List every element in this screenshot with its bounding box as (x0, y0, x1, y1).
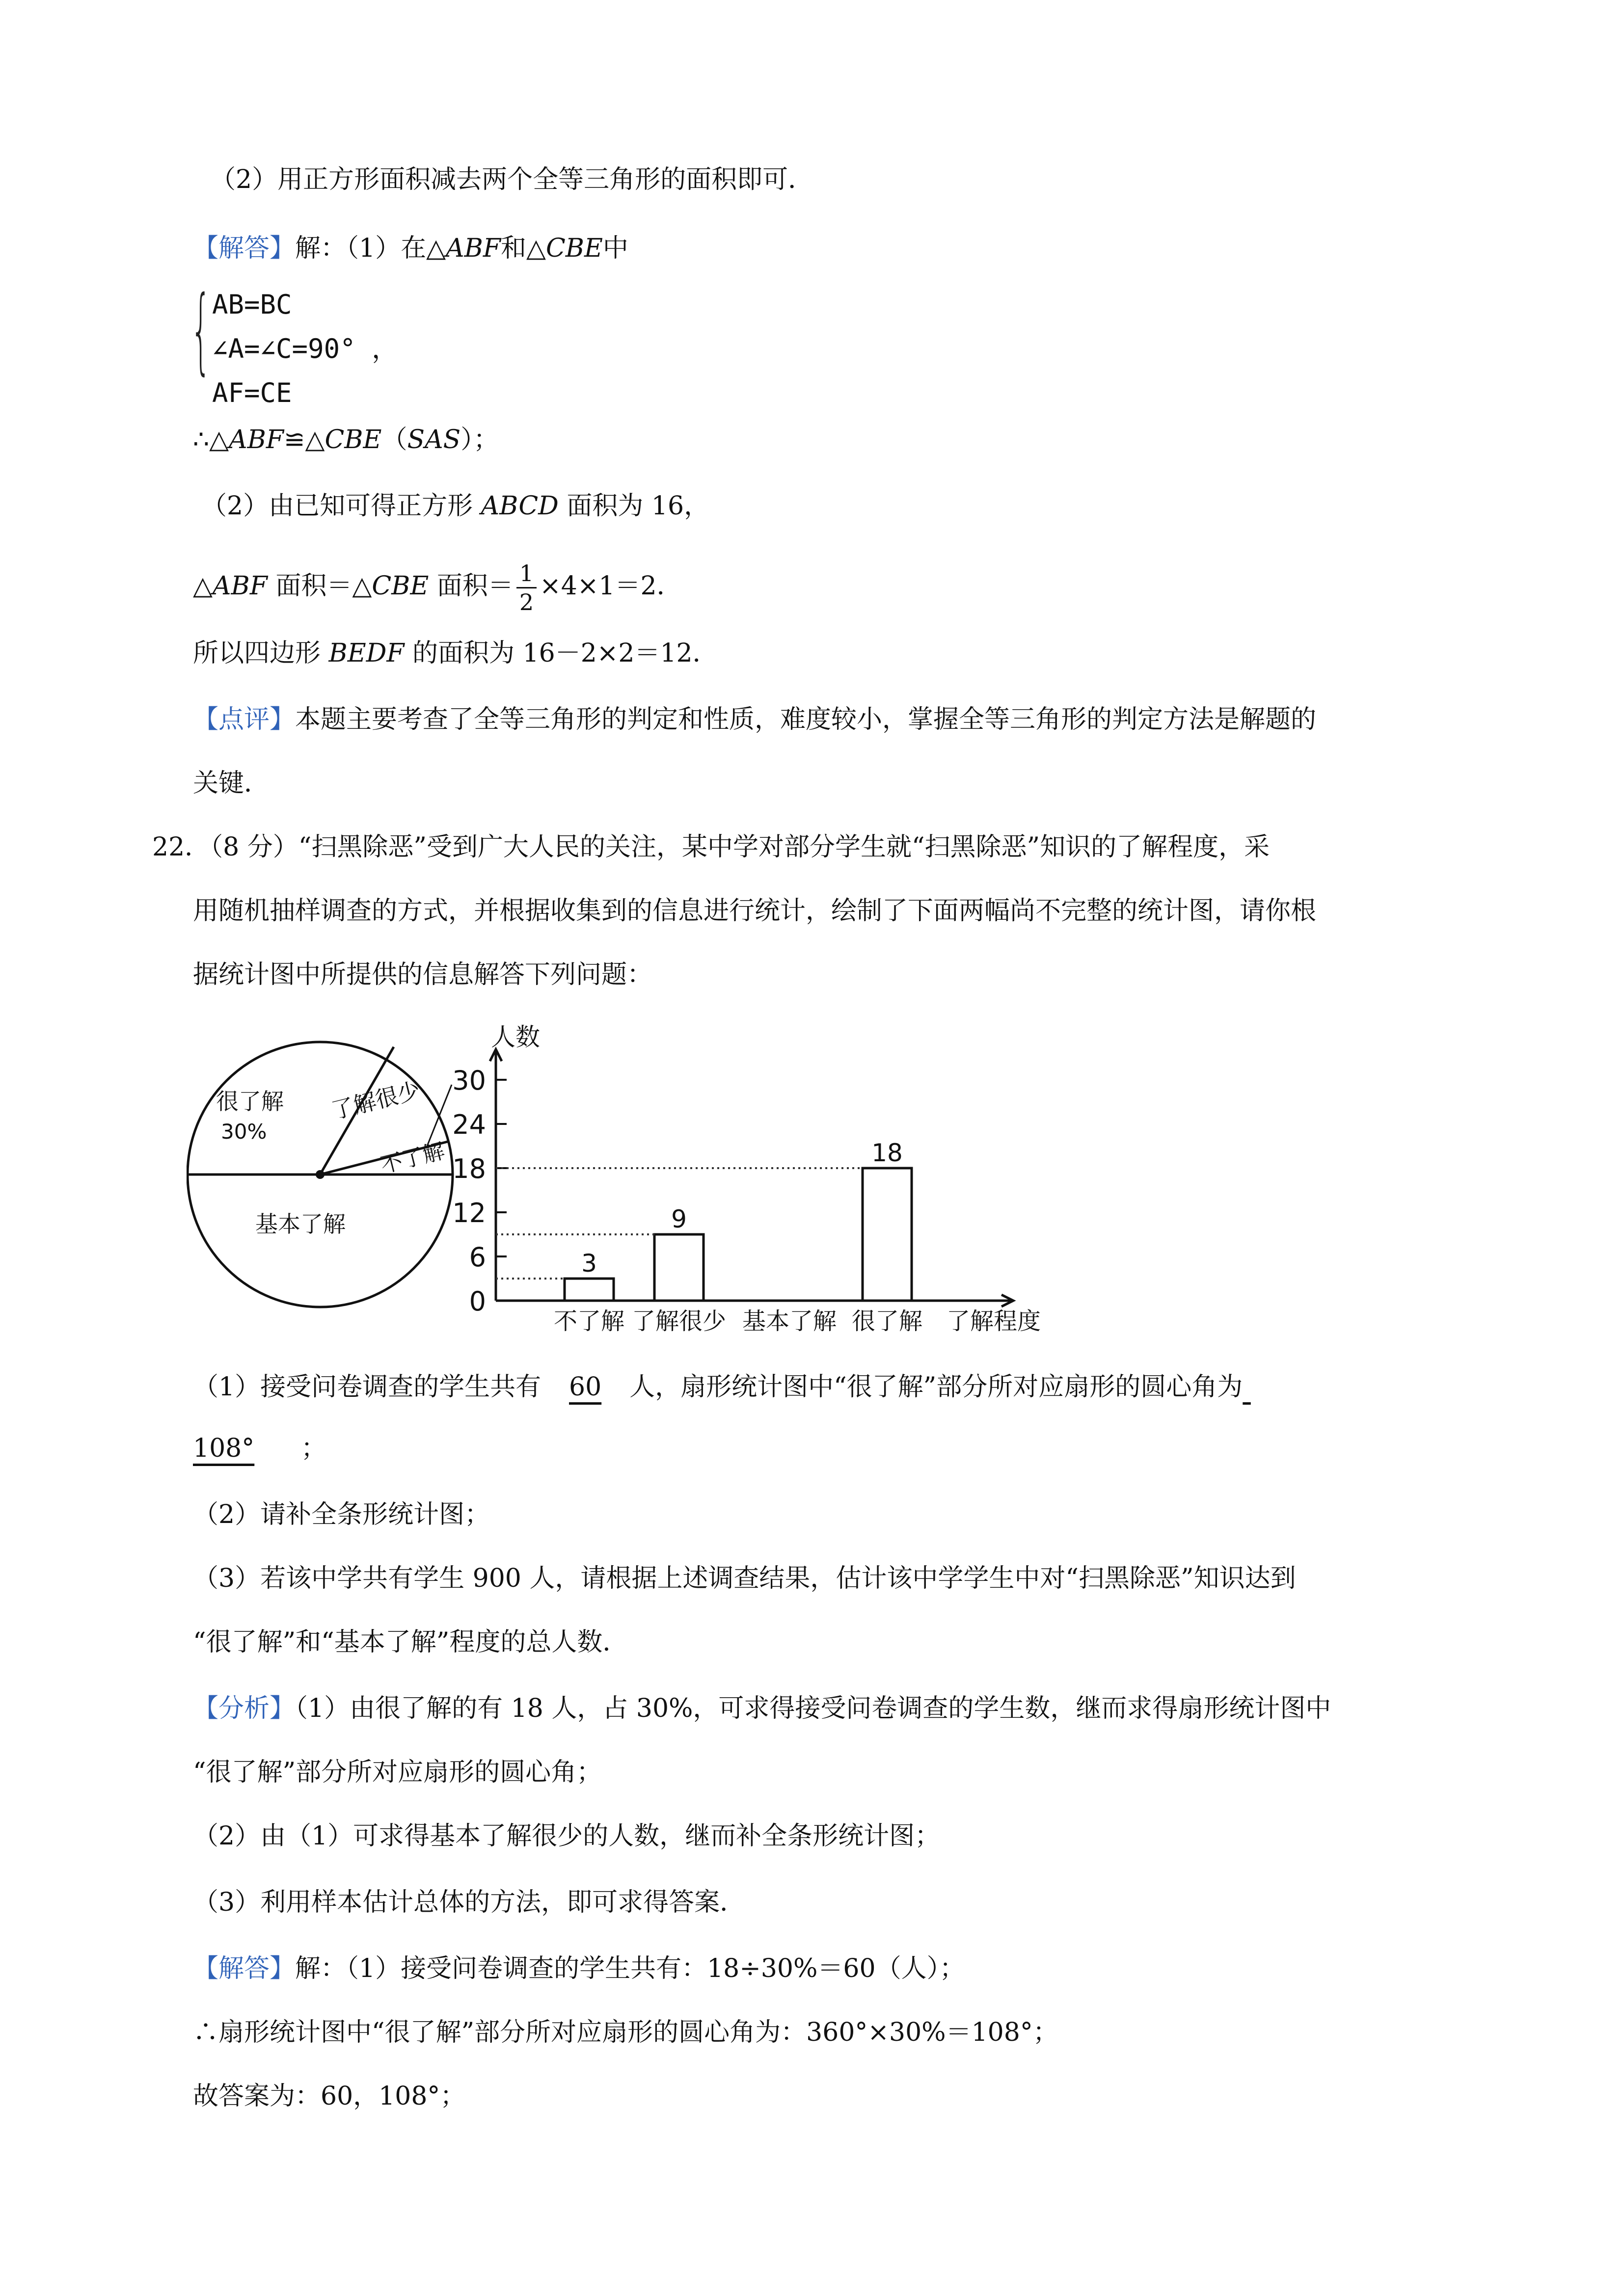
text-line: ∴△ABF≌△CBE（SAS）； (193, 425, 499, 454)
condition-row: AF=CE (212, 377, 292, 408)
question-line: 22．（8 分）“扫黑除恶”受到广大人民的关注，某中学对部分学生就“扫黑除恶”知识的了解程度，采 (152, 832, 1270, 862)
text-line: （2）用正方形面积减去两个全等三角形的面积即可． (210, 165, 814, 194)
y-tick-label: 30 (452, 1065, 486, 1096)
brace-symbol: { (190, 276, 212, 384)
x-tick-label: 基本了解 (742, 1308, 837, 1335)
bar-value-label: 3 (581, 1249, 597, 1278)
question-3-cont: “很了解”和“基本了解”程度的总人数． (193, 1628, 628, 1657)
solution-line: ∴扇形统计图中“很了解”部分所对应扇形的圆心角为：360°×30%＝108°； (193, 2018, 1058, 2047)
y-tick-label: 18 (452, 1153, 486, 1184)
comment-line: 【点评】本题主要考查了全等三角形的判定和性质，难度较小，掌握全等三角形的判定方法是解题的 (193, 705, 1317, 734)
condition-row: AB=BC (212, 289, 292, 320)
question-line: 据统计图中所提供的信息解答下列问题： (193, 960, 653, 989)
answer-blank-2: 108° (193, 1434, 255, 1463)
answer-blank-1: 60 (569, 1372, 602, 1402)
condition-row: ∠A=∠C=90° ， (212, 333, 399, 364)
analysis-line: （3）利用样本估计总体的方法，即可求得答案． (193, 1888, 746, 1917)
text-line: 关键． (193, 769, 270, 798)
bar-value-label: 18 (871, 1139, 903, 1167)
analysis-line: 【分析】（1）由很了解的有 18 人，占 30%，可求得接受问卷调查的学生数，继而求得扇形统计图中 (193, 1694, 1331, 1723)
x-tick-label: 不了解 (553, 1308, 625, 1335)
pie-chart (188, 1042, 453, 1307)
solution-line: 【解答】解：（1）接受问卷调查的学生共有：18÷30%＝60（人）； (193, 1954, 965, 1983)
pie-center-dot (316, 1170, 325, 1179)
answer-blank-tail (1243, 1369, 1272, 1405)
bar (565, 1279, 614, 1301)
question-1-cont: 108° ； (193, 1431, 326, 1466)
pie-label-very-familiar: 很了解 (216, 1088, 284, 1115)
answer-tag: 【解答】 (193, 234, 296, 263)
pie-label-little: 了解很少 (328, 1076, 423, 1124)
x-tick-label: 了解很少 (631, 1308, 727, 1335)
y-tick-label: 6 (469, 1242, 486, 1273)
question-line: 用随机抽样调查的方式，并根据收集到的信息进行统计，绘制了下面两幅尚不完整的统计图，请你根 (193, 896, 1317, 926)
analysis-line: （2）由（1）可求得基本了解很少的人数，继而补全条形统计图； (193, 1821, 941, 1851)
pie-label-basic: 基本了解 (255, 1211, 346, 1237)
fraction: $\frac{1}{2}$ (516, 560, 537, 616)
analysis-tag: 【分析】 (193, 1694, 296, 1723)
solution-line: 故答案为：60，108°； (193, 2082, 466, 2111)
analysis-line: “很了解”部分所对应扇形的圆心角； (193, 1758, 602, 1787)
y-tick-label: 24 (452, 1109, 486, 1140)
question-2: （2）请补全条形统计图； (193, 1500, 490, 1529)
pie-value-very-familiar: 30% (221, 1120, 267, 1144)
text-line: 所以四边形 BEDF 的面积为 16－2×2＝12． (193, 639, 718, 668)
question-3: （3）若该中学共有学生 900 人，请根据上述调查结果，估计该中学学生中对“扫黑除恶”知识达到 (193, 1564, 1296, 1593)
comment-tag: 【点评】 (193, 705, 296, 734)
bar-value-label: 9 (671, 1205, 687, 1233)
text-line: △ABF 面积＝△CBE 面积＝ $\frac{1}{2}$ ×4×1＝2． (193, 560, 682, 615)
bar-chart (452, 1023, 1041, 1335)
y-axis-label: 人数 (491, 1023, 540, 1051)
solution-line: 【解答】解：（1）在△ABF和△CBE中 (193, 234, 628, 263)
bar (654, 1234, 704, 1301)
answer-tag: 【解答】 (193, 1954, 296, 1983)
x-axis-label: 了解程度 (946, 1308, 1041, 1335)
question-1: （1）接受问卷调查的学生共有 60 人，扇形统计图中“很了解”部分所对应扇形的圆心角为 (193, 1369, 1272, 1405)
y-tick-label: 0 (469, 1286, 486, 1317)
x-tick-label: 很了解 (851, 1308, 923, 1335)
bar (863, 1168, 912, 1301)
text-line: （2）由已知可得正方形 ABCD 面积为 16， (201, 491, 710, 521)
y-tick-label: 12 (452, 1198, 486, 1228)
charts-figure (187, 1016, 1070, 1345)
pie-label-unfamiliar: 不了解 (378, 1138, 447, 1178)
